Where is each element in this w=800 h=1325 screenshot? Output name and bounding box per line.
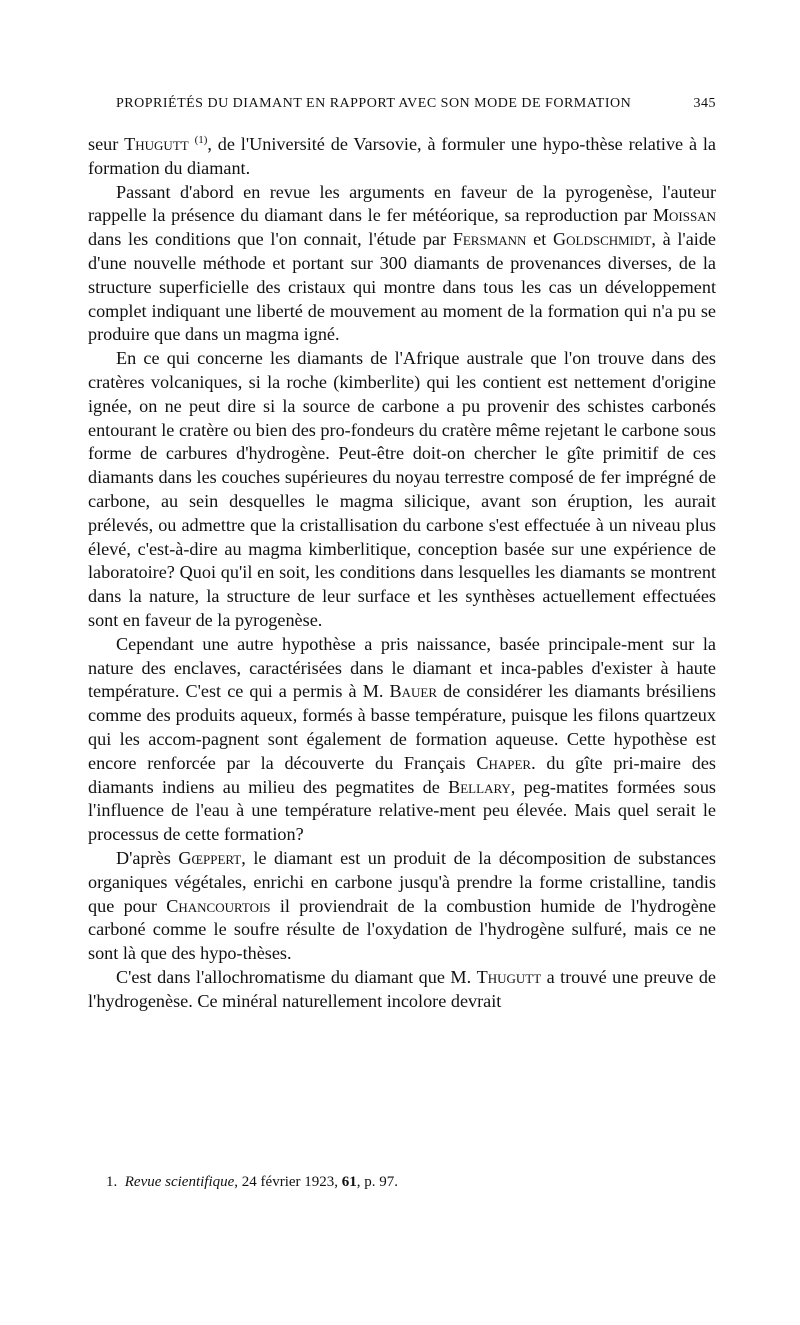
author-name: Bauer — [389, 681, 438, 702]
footnote-reference: (1) — [194, 133, 208, 146]
page-header — [116, 96, 716, 120]
paragraph-5 — [88, 847, 716, 966]
text-run: , à l'aide d'une nouvelle méthode et portant sur 300 diamants de provenances diverses, de la structure superficielle des cristaux qui montre dans tous les cas un développement complet indiquant une liberté de mouvement au moment de la formation qui n'a pu se produire que dans un magma igné. — [88, 229, 716, 345]
volume-number: 61 — [341, 1174, 357, 1190]
text-run: . du gîte pri-maire des diamants indiens au milieu des pegmatites de — [88, 752, 716, 797]
author-name: Fersmann — [452, 229, 527, 250]
body-text — [88, 133, 716, 1013]
text-run: , peg-matites formées sous l'influence de l'eau à une température relative-ment peu élevée. Mais quel serait le processus de cette formation? — [88, 776, 716, 845]
paragraph-3: En ce qui concerne les diamants de l'Afrique australe que l'on trouve dans des cratères volcaniques, si la roche (kimberlite) qui les contient est nettement d'origine ignée, on ne peut dire si la source de carbone a pu provenir des schistes carbonés entourant le cratère ou bien des pro-fondeurs du cratère même rejetant le carbone sous forme de carbures d'hydrogène. Peut-être doit-on chercher le gîte primitif de ces diamants dans les couches supérieures du noyau terrestre composé de fer imprégné de carbone, au sein desquelles le magma silicique, avant son éruption, les aurait prélevés, ou admettre que la cristallisation du carbone s'est effectuée à un niveau plus élevé, c'est-à-dire au magma kimberlitique, conception basée sur une expérience de laboratoire? Quoi qu'il en soit, les conditions dans lesquelles les diamants se montrent dans la nature, la structure de leur surface et les synthèses actuellement effectuées sont en faveur de la pyrogenèse. — [88, 348, 716, 630]
running-title: PROPRIÉTÉS DU DIAMANT EN RAPPORT AVEC SON MODE DE FORMATION — [116, 96, 632, 111]
text-run: seur — [88, 134, 125, 154]
footnote-page: , p. 97. — [356, 1174, 399, 1190]
text-run: de considérer les diamants brésiliens comme des produits aqueux, formés à basse température, puisque les filons quartzeux qui les accom-pagnent sont également de formation aqueuse. Cette hypothèse est encore renforcée par la découverte du Français — [88, 681, 716, 773]
footnote — [106, 1172, 716, 1192]
text-run: , de l'Université de Varsovie, à formuler une hypo-thèse relative à la formation du diamant. — [88, 134, 716, 178]
text-run: et — [526, 229, 553, 250]
author-name: Chaper — [476, 752, 532, 773]
author-name: Gœppert — [178, 847, 242, 868]
paragraph-2 — [88, 181, 716, 348]
text-run: Passant d'abord en revue les arguments en faveur de la pyrogenèse, l'auteur rappelle la présence du diamant dans le fer météorique, sa reproduction par — [88, 181, 716, 226]
page-number: 345 — [693, 96, 716, 111]
text-run: C'est dans l'allochromatisme du diamant que M. — [116, 966, 477, 987]
author-name: Chancourtois — [166, 895, 271, 916]
author-name: Thugutt — [476, 966, 542, 987]
text-run: il proviendrait de la combustion humide de l'hydrogène carboné comme le soufre résulte de l'oxydation de l'hydrogène sulfuré, mais ce ne sont là que des hypo-thèses. — [88, 895, 716, 964]
text-run: D'après — [116, 847, 179, 868]
author-name: Goldschmidt — [552, 229, 652, 250]
text-run: Cependant une autre hypothèse a pris naissance, basée principale-ment sur la nature des enclaves, caractérisées dans le diamant et inca-pables d'exister à haute température. C'est ce qui a permis à M. — [88, 633, 716, 702]
paragraph-6 — [88, 966, 716, 1014]
footnote-number: 1. — [106, 1174, 118, 1190]
author-name: Moissan — [652, 205, 716, 226]
author-name: Thugutt — [124, 134, 189, 154]
paragraph-4 — [88, 633, 716, 847]
text-run: , le diamant est un produit de la décomposition de substances organiques végétales, enrichi en carbone jusqu'à prendre la forme cristalline, tandis que pour — [88, 847, 716, 916]
place-name: Bellary — [448, 776, 511, 797]
journal-title: Revue scientifique — [124, 1174, 235, 1190]
text-run: dans les conditions que l'on connait, l'étude par — [88, 229, 453, 250]
text-run: a trouvé une preuve de l'hydrogenèse. Ce minéral naturellement incolore devrait — [88, 966, 716, 1011]
paragraph-1 — [88, 133, 716, 181]
footnote-date: , 24 février 1923, — [234, 1174, 342, 1190]
